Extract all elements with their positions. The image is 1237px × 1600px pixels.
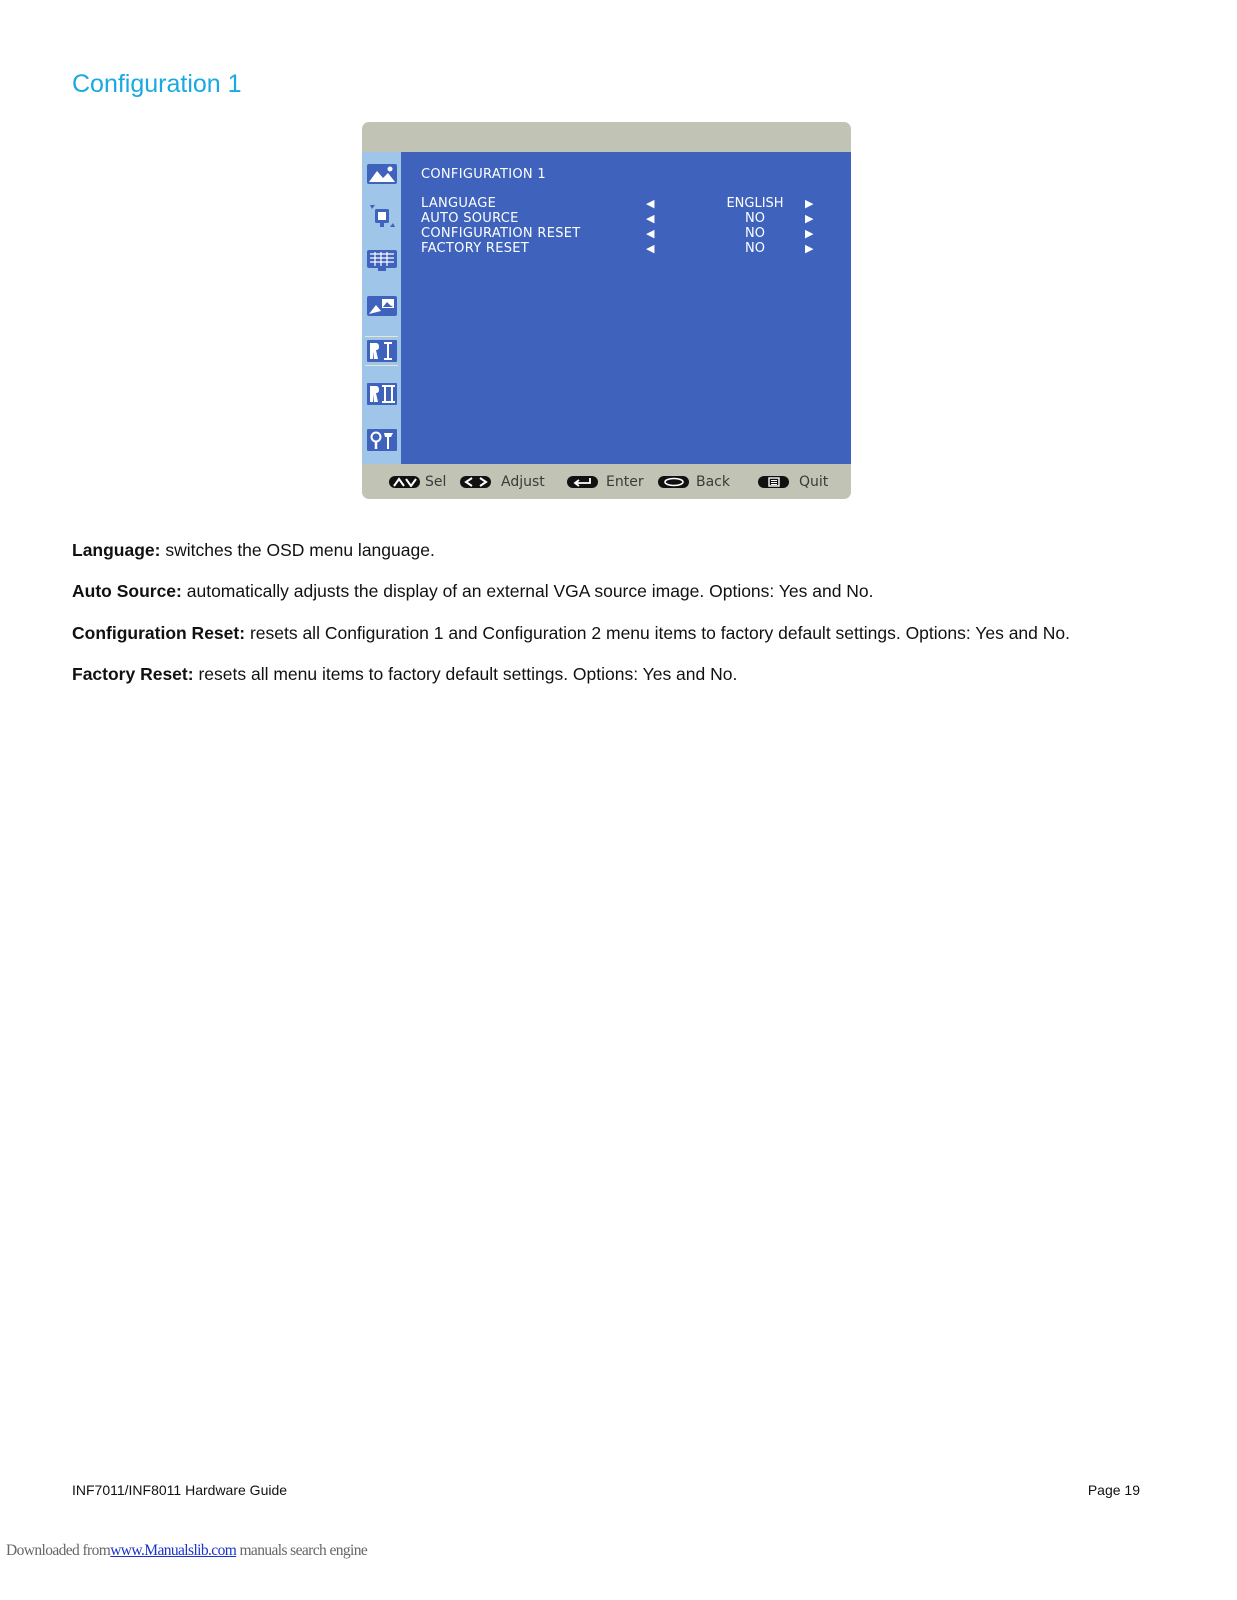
configuration-2-icon[interactable] [365,380,398,408]
osd-row-label: CONFIGURATION RESET [421,226,581,241]
osd-menu-panel [401,152,851,464]
description-text: resets all menu items to factory default settings. Options: Yes and No. [198,664,738,684]
adjust-key [460,474,545,489]
description-language [72,540,435,561]
sel-key [389,474,446,489]
left-arrow-icon[interactable]: ◀ [646,197,655,210]
enter-label: Enter [606,473,644,490]
back-icon [658,476,689,488]
quit-key [758,474,828,489]
footer-guide-title: INF7011/INF8011 Hardware Guide [72,1482,288,1498]
description-term: Language: [72,540,161,560]
menu-icon [758,476,789,488]
back-label: Back [696,473,730,490]
osd-sidebar [362,152,401,464]
description-term: Configuration Reset: [72,623,246,643]
sel-label: Sel [425,473,447,490]
osd-row-value: NO [745,241,765,256]
osd-row-auto-source[interactable] [421,211,841,226]
download-banner [6,1542,367,1560]
section-title: Configuration 1 [72,70,242,98]
left-arrow-icon[interactable]: ◀ [646,212,655,225]
right-arrow-icon[interactable]: ▶ [805,212,814,225]
osd-menu-heading: CONFIGURATION 1 [421,167,546,182]
description-auto-source [72,581,874,602]
osd-row-label: FACTORY RESET [421,241,530,256]
description-text: automatically adjusts the display of an external VGA source image. Options: Yes and No. [186,581,874,601]
picture-icon[interactable] [365,160,398,188]
left-right-icon [460,476,491,488]
description-term: Factory Reset: [72,664,194,684]
left-arrow-icon[interactable]: ◀ [646,242,655,255]
picture-in-picture-icon[interactable] [365,292,398,320]
right-arrow-icon[interactable]: ▶ [805,227,814,240]
osd-row-factory-reset[interactable] [421,241,841,256]
osd-row-label: LANGUAGE [421,196,497,211]
description-factory-reset [72,664,737,685]
quit-label: Quit [799,473,829,490]
osd-row-configuration-reset[interactable] [421,226,841,241]
monitor-grid-icon[interactable] [365,247,398,275]
osd-row-value: ENGLISH [726,196,784,211]
description-text: resets all Configuration 1 and Configuration 2 menu items to factory default settings. Options: Yes and No. [249,623,1070,643]
osd-menu-screenshot [362,122,851,499]
right-arrow-icon[interactable]: ▶ [805,197,814,210]
tools-icon[interactable] [365,426,398,454]
configuration-1-icon[interactable] [365,336,398,366]
adjust-label: Adjust [501,473,545,490]
osd-row-label: AUTO SOURCE [421,211,519,226]
download-prefix: Downloaded from [6,1542,111,1559]
description-text: switches the OSD menu language. [165,540,435,560]
description-configuration-reset [72,623,1070,644]
right-arrow-icon[interactable]: ▶ [805,242,814,255]
download-suffix: manuals search engine [239,1542,368,1559]
footer-page-number: Page 19 [1087,1482,1140,1498]
osd-key-legend [362,464,851,499]
left-arrow-icon[interactable]: ◀ [646,227,655,240]
enter-icon [567,476,598,488]
back-key [658,474,730,489]
osd-row-language[interactable] [421,196,841,211]
enter-key [567,474,644,489]
osd-row-value: NO [745,226,765,241]
up-down-icon [389,476,420,488]
osd-row-value: NO [745,211,765,226]
display-adjust-icon[interactable] [365,202,398,230]
manualslib-link[interactable]: www.Manualslib.com [110,1542,237,1559]
description-term: Auto Source: [72,581,182,601]
